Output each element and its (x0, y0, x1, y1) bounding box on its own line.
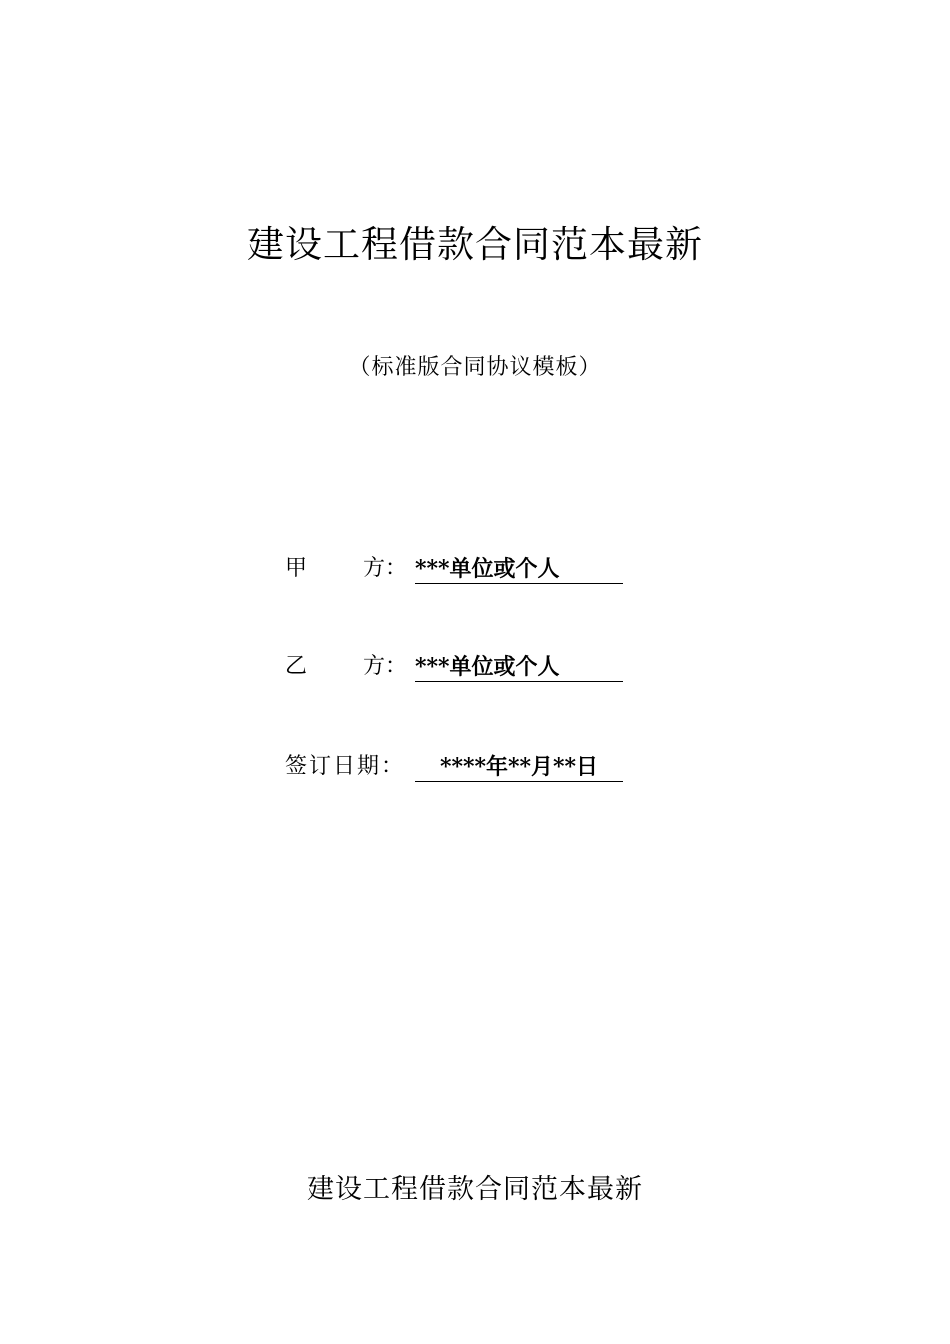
party-a-label-last: 方： (363, 556, 408, 581)
party-b-label-first: 乙 (285, 654, 308, 679)
sign-date-label: 签订日期： (285, 754, 406, 779)
sign-date-value: ****年**月**日 (415, 750, 623, 782)
footer-title: 建设工程借款合同范本最新 (307, 1174, 643, 1205)
document-title: 建设工程借款合同范本最新 (247, 223, 703, 266)
party-b-label-last: 方： (363, 654, 408, 679)
party-b-value: ***单位或个人 (415, 650, 623, 682)
party-a-label-first: 甲 (285, 556, 308, 581)
document-subtitle: （标准版合同协议模板） (348, 355, 602, 380)
party-a-value: ***单位或个人 (415, 552, 623, 584)
